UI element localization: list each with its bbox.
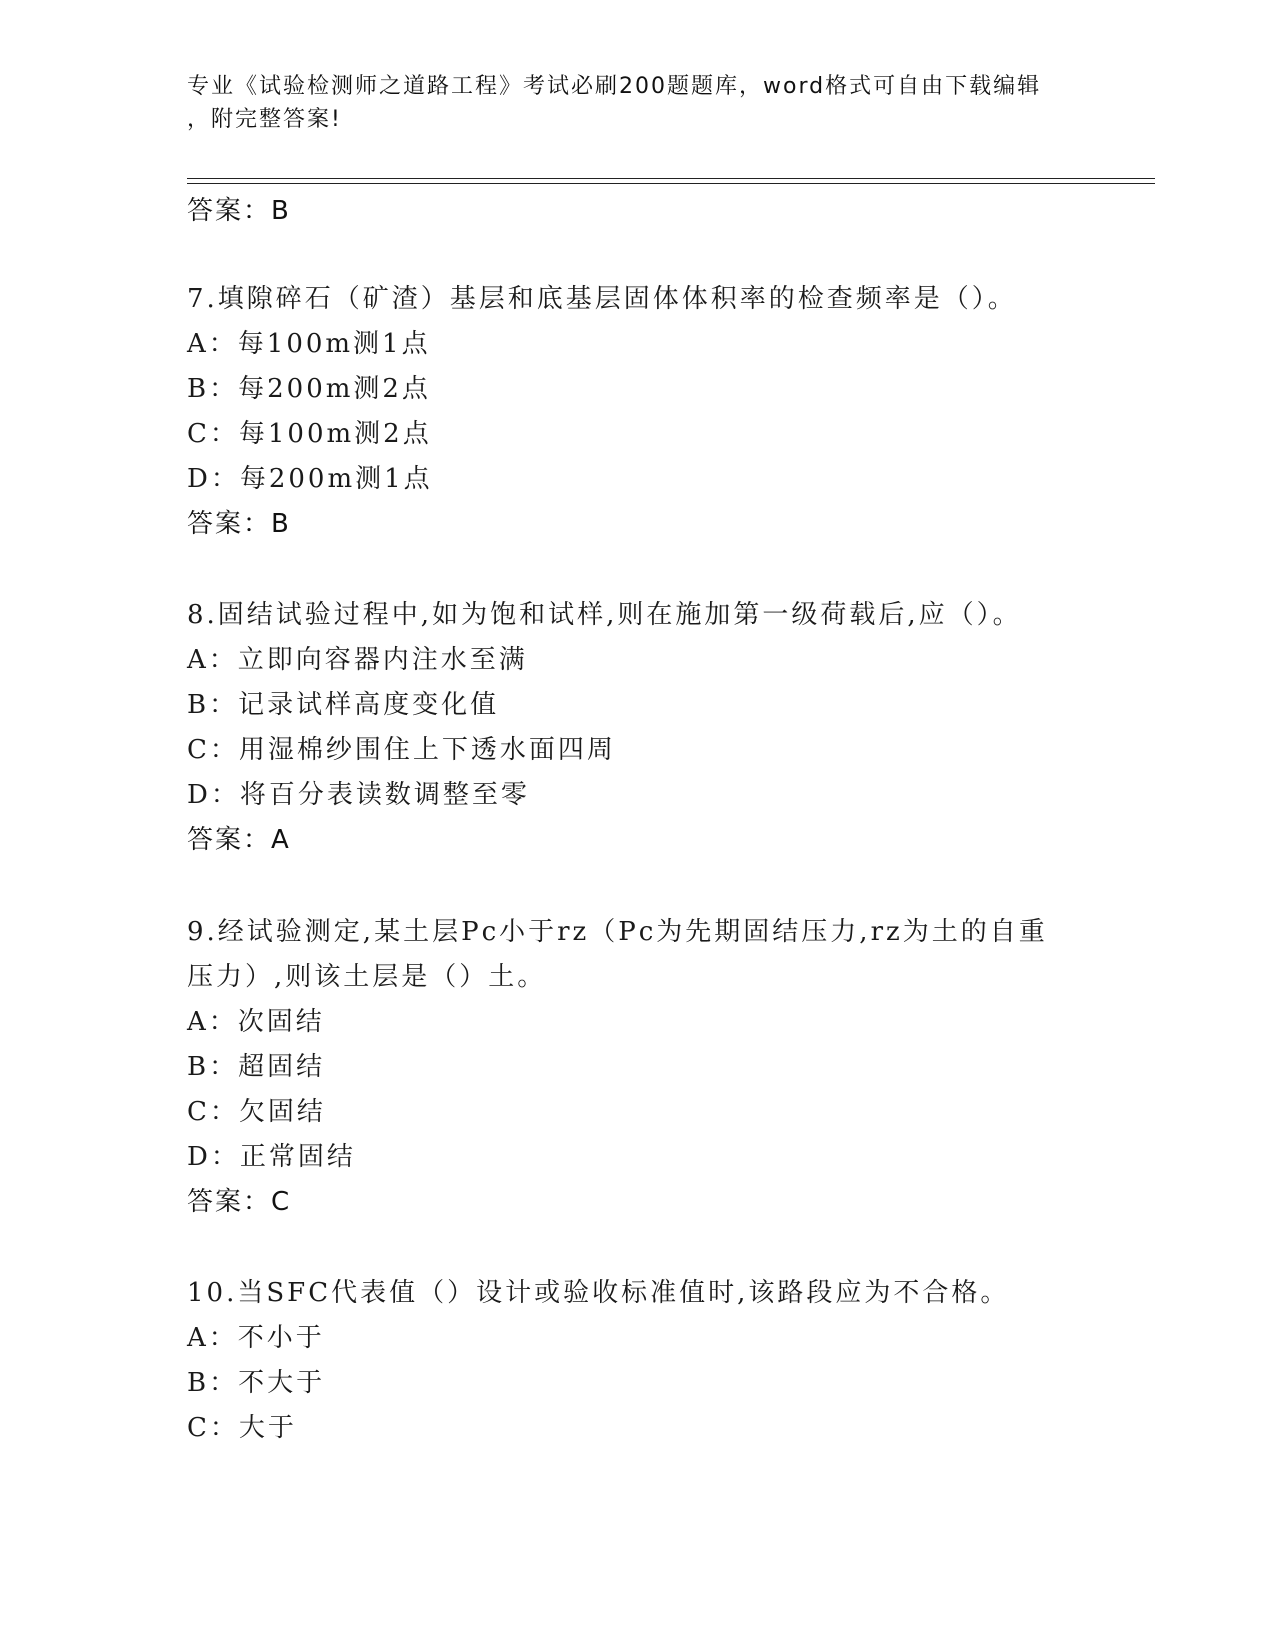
option-d: D：正常固结 [187,1142,356,1172]
option-b: B：每200m测2点 [187,374,431,404]
document-header [187,70,1087,136]
option-a: A：不小于 [187,1323,325,1353]
question-stem: 7.填隙碎石（矿渣）基层和底基层固体体积率的检查频率是（）。 [187,284,1017,314]
answer: 答案：B [187,509,291,539]
option-a: A：每100m测1点 [187,329,431,359]
option-d: D：将百分表读数调整至零 [187,780,530,810]
option-c: C：每100m测2点 [187,419,432,449]
answer: 答案：A [187,825,291,855]
option-c: C：欠固结 [187,1097,326,1127]
previous-answer: 答案：B [187,196,291,226]
answer: 答案：C [187,1187,292,1217]
option-a: A：次固结 [187,1007,325,1037]
question-stem-line-2: 压力）,则该土层是（）土。 [187,962,547,992]
option-b: B：不大于 [187,1368,326,1398]
question-stem: 10.当SFC代表值（）设计或验收标准值时,该路段应为不合格。 [187,1278,1010,1308]
option-b: B：记录试样高度变化值 [187,690,500,720]
option-a: A：立即向容器内注水至满 [187,645,528,675]
option-c: C：用湿棉纱围住上下透水面四周 [187,735,616,765]
header-line-1: 专业《试验检测师之道路工程》考试必刷200题题库，word格式可自由下载编辑 [187,74,1042,99]
option-d: D：每200m测1点 [187,464,433,494]
header-rule-bottom [187,183,1155,184]
option-b: B：超固结 [187,1052,326,1082]
question-stem-line-1: 9.经试验测定,某土层Pc小于rz（Pc为先期固结压力,rz为土的自重 [187,917,1048,947]
question-stem: 8.固结试验过程中,如为饱和试样,则在施加第一级荷载后,应（）。 [187,600,1022,630]
header-line-2: ，附完整答案! [187,107,342,132]
option-c: C：大于 [187,1413,297,1443]
header-rule-top [187,178,1155,179]
